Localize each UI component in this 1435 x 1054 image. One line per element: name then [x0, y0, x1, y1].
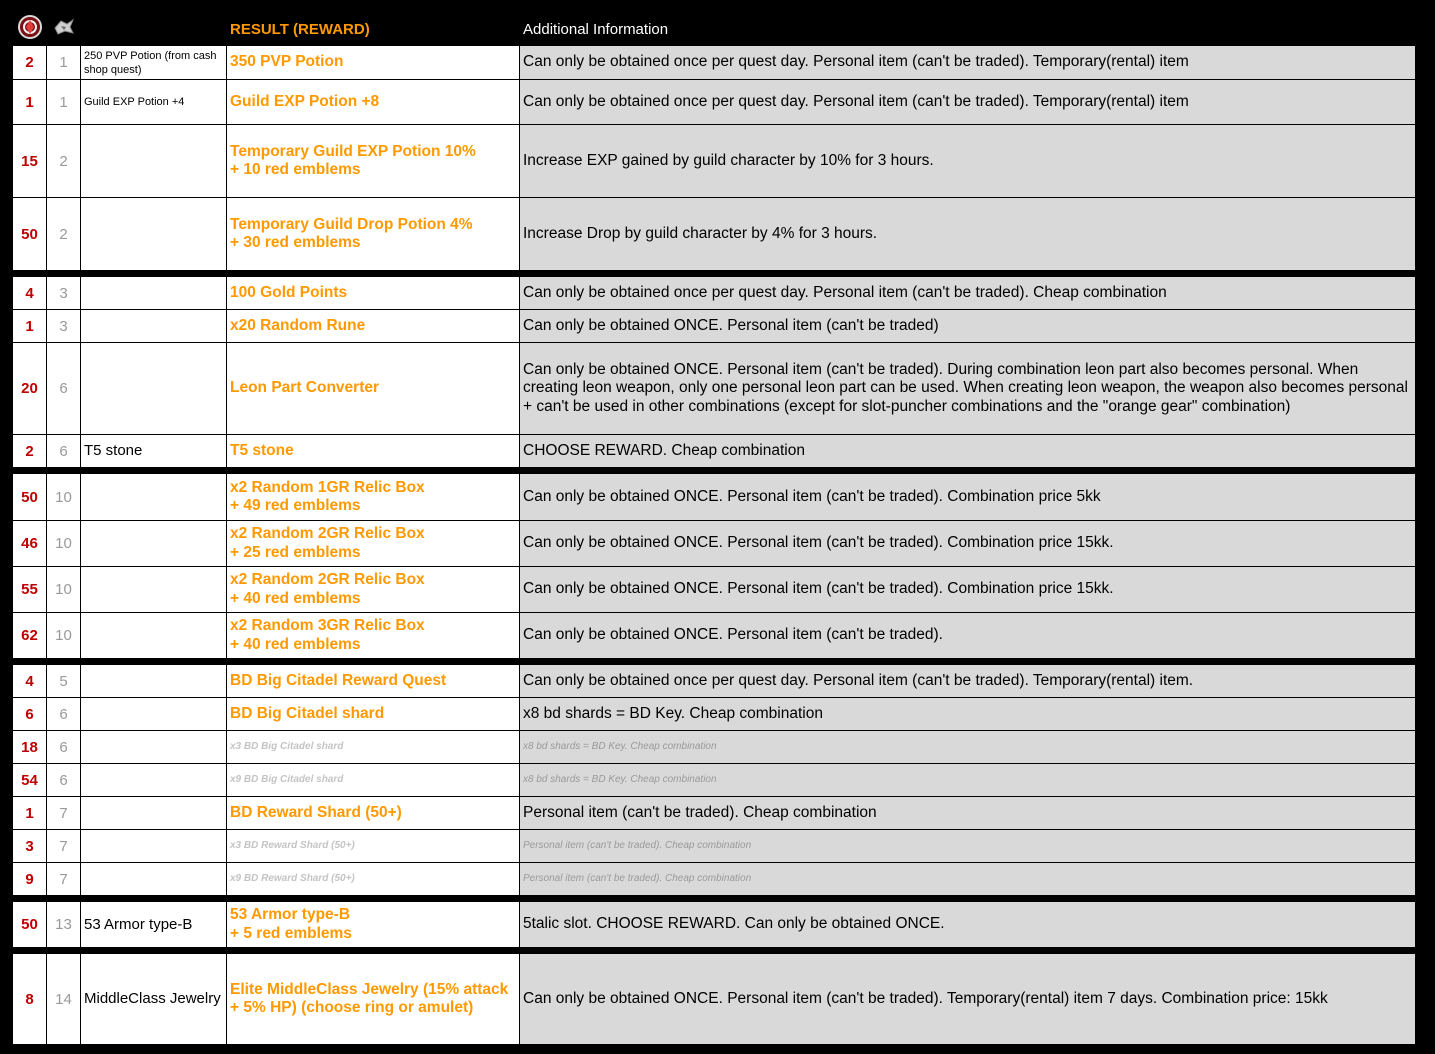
header-row [13, 13, 1416, 46]
extra-resource [81, 343, 227, 435]
extra-resource [81, 863, 227, 896]
resource-count: 6 [47, 698, 81, 731]
resource-count: 10 [47, 567, 81, 613]
combination-table [12, 12, 1416, 1045]
additional-info: 5talic slot. CHOOSE REWARD. Can only be obtained ONCE. [520, 902, 1416, 948]
table-row [13, 830, 1416, 863]
red-emblem-icon [13, 13, 47, 46]
red-emblem-count: 4 [13, 277, 47, 310]
reward-result: Temporary Guild Drop Potion 4% + 30 red emblems [227, 198, 520, 271]
reward-result: x9 BD Reward Shard (50+) [227, 863, 520, 896]
red-emblem-count: 2 [13, 46, 47, 80]
table-row [13, 698, 1416, 731]
resource-count: 1 [47, 46, 81, 80]
table-row [13, 764, 1416, 797]
extra-resource [81, 764, 227, 797]
extra-resource [81, 698, 227, 731]
additional-info: Can only be obtained ONCE. Personal item (can't be traded). Combination price 15kk. [520, 521, 1416, 567]
reward-result: BD Reward Shard (50+) [227, 797, 520, 830]
red-emblem-count: 3 [13, 830, 47, 863]
table-row [13, 613, 1416, 659]
extra-resource [81, 198, 227, 271]
extra-resource [81, 613, 227, 659]
resource-count: 5 [47, 665, 81, 698]
reward-result: T5 stone [227, 435, 520, 468]
table-row [13, 954, 1416, 1045]
extra-resource [81, 830, 227, 863]
red-emblem-count: 8 [13, 954, 47, 1045]
reward-result: x20 Random Rune [227, 310, 520, 343]
table-row [13, 902, 1416, 948]
resource-count: 14 [47, 954, 81, 1045]
table-row [13, 474, 1416, 521]
additional-info: Increase Drop by guild character by 4% for 3 hours. [520, 198, 1416, 271]
reward-result: Guild EXP Potion +8 [227, 80, 520, 125]
red-emblem-count: 1 [13, 797, 47, 830]
resource-count: 6 [47, 435, 81, 468]
table-row [13, 310, 1416, 343]
additional-info: Can only be obtained ONCE. Personal item (can't be traded) [520, 310, 1416, 343]
resource-count: 1 [47, 80, 81, 125]
resource-count: 6 [47, 343, 81, 435]
reward-result: x2 Random 2GR Relic Box + 40 red emblems [227, 567, 520, 613]
additional-info: Can only be obtained ONCE. Personal item (can't be traded). Temporary(rental) item 7 days. Combination price: 15kk [520, 954, 1416, 1045]
additional-info: x8 bd shards = BD Key. Cheap combination [520, 764, 1416, 797]
additional-info: Can only be obtained ONCE. Personal item (can't be traded). [520, 613, 1416, 659]
additional-info: Can only be obtained once per quest day. Personal item (can't be traded). Temporary(rental) item [520, 46, 1416, 80]
red-emblem-count: 20 [13, 343, 47, 435]
red-emblem-count: 50 [13, 198, 47, 271]
red-emblem-count: 54 [13, 764, 47, 797]
additional-info: Can only be obtained once per quest day. Personal item (can't be traded). Temporary(rental) item [520, 80, 1416, 125]
table-row [13, 731, 1416, 764]
additional-info: Increase EXP gained by guild character by 10% for 3 hours. [520, 125, 1416, 198]
table-row [13, 521, 1416, 567]
resource-icon [47, 13, 81, 46]
table-row [13, 567, 1416, 613]
red-emblem-count: 15 [13, 125, 47, 198]
reward-result: 350 PVP Potion [227, 46, 520, 80]
resource-count: 3 [47, 277, 81, 310]
extra-resource [81, 731, 227, 764]
resource-count: 10 [47, 474, 81, 521]
additional-info: Can only be obtained ONCE. Personal item (can't be traded). Combination price 15kk. [520, 567, 1416, 613]
reward-result: BD Big Citadel shard [227, 698, 520, 731]
table-row [13, 797, 1416, 830]
reward-result: x3 BD Reward Shard (50+) [227, 830, 520, 863]
resource-count: 7 [47, 863, 81, 896]
table-row [13, 277, 1416, 310]
resource-count: 2 [47, 125, 81, 198]
additional-info: Personal item (can't be traded). Cheap combination [520, 863, 1416, 896]
extra-resource: T5 stone [81, 435, 227, 468]
additional-info: Personal item (can't be traded). Cheap combination [520, 830, 1416, 863]
table-row [13, 80, 1416, 125]
reward-result: 100 Gold Points [227, 277, 520, 310]
additional-info: Can only be obtained once per quest day. Personal item (can't be traded). Cheap combination [520, 277, 1416, 310]
reward-result: x3 BD Big Citadel shard [227, 731, 520, 764]
table-row [13, 198, 1416, 271]
reward-result: Leon Part Converter [227, 343, 520, 435]
resource-count: 7 [47, 797, 81, 830]
extra-resource: 250 PVP Potion (from cash shop quest) [81, 46, 227, 80]
extra-resource: 53 Armor type-B [81, 902, 227, 948]
additional-info: Can only be obtained ONCE. Personal item (can't be traded). Combination price 5kk [520, 474, 1416, 521]
red-emblem-count: 18 [13, 731, 47, 764]
extra-resource [81, 567, 227, 613]
extra-resource [81, 277, 227, 310]
red-emblem-count: 1 [13, 310, 47, 343]
reward-result: Elite MiddleClass Jewelry (15% attack + 5% HP) (choose ring or amulet) [227, 954, 520, 1045]
table-row [13, 343, 1416, 435]
additional-info: x8 bd shards = BD Key. Cheap combination [520, 698, 1416, 731]
extra-resource [81, 310, 227, 343]
table-row [13, 435, 1416, 468]
extra-resource: MiddleClass Jewelry [81, 954, 227, 1045]
red-emblem-count: 50 [13, 902, 47, 948]
resource-count: 13 [47, 902, 81, 948]
red-emblem-count: 9 [13, 863, 47, 896]
table-row [13, 665, 1416, 698]
reward-result: BD Big Citadel Reward Quest [227, 665, 520, 698]
red-emblem-count: 4 [13, 665, 47, 698]
extra-resource: Guild EXP Potion +4 [81, 80, 227, 125]
additional-info: Personal item (can't be traded). Cheap combination [520, 797, 1416, 830]
reward-result: Temporary Guild EXP Potion 10% + 10 red emblems [227, 125, 520, 198]
table-row [13, 46, 1416, 80]
red-emblem-count: 1 [13, 80, 47, 125]
red-emblem-count: 62 [13, 613, 47, 659]
resource-count: 2 [47, 198, 81, 271]
resource-count: 10 [47, 521, 81, 567]
header-result: RESULT (REWARD) [227, 13, 520, 46]
additional-info: x8 bd shards = BD Key. Cheap combination [520, 731, 1416, 764]
header-extra-resource: .+extra resource in combination [81, 13, 227, 46]
red-emblem-count: 2 [13, 435, 47, 468]
reward-result: 53 Armor type-B + 5 red emblems [227, 902, 520, 948]
reward-result: x2 Random 2GR Relic Box + 25 red emblems [227, 521, 520, 567]
additional-info: Can only be obtained once per quest day. Personal item (can't be traded). Temporary(rental) item. [520, 665, 1416, 698]
resource-count: 6 [47, 764, 81, 797]
reward-result: x9 BD Big Citadel shard [227, 764, 520, 797]
red-emblem-count: 46 [13, 521, 47, 567]
red-emblem-count: 6 [13, 698, 47, 731]
reward-result: x2 Random 1GR Relic Box + 49 red emblems [227, 474, 520, 521]
extra-resource [81, 125, 227, 198]
resource-count: 3 [47, 310, 81, 343]
resource-count: 7 [47, 830, 81, 863]
extra-resource [81, 474, 227, 521]
header-additional-info: Additional Information [520, 13, 1416, 46]
table-row [13, 863, 1416, 896]
additional-info: Can only be obtained ONCE. Personal item (can't be traded). During combination leon part also becomes personal. When creating leon weapon, only one personal leon part can be used. When creating leon weapon, the weapon also becomes personal + can't be used in other combinations (except for slot-puncher combinations and the "orange gear" combination) [520, 343, 1416, 435]
extra-resource [81, 797, 227, 830]
red-emblem-count: 55 [13, 567, 47, 613]
resource-count: 6 [47, 731, 81, 764]
additional-info: CHOOSE REWARD. Cheap combination [520, 435, 1416, 468]
red-emblem-count: 50 [13, 474, 47, 521]
extra-resource [81, 521, 227, 567]
resource-count: 10 [47, 613, 81, 659]
reward-result: x2 Random 3GR Relic Box + 40 red emblems [227, 613, 520, 659]
extra-resource [81, 665, 227, 698]
table-row [13, 125, 1416, 198]
